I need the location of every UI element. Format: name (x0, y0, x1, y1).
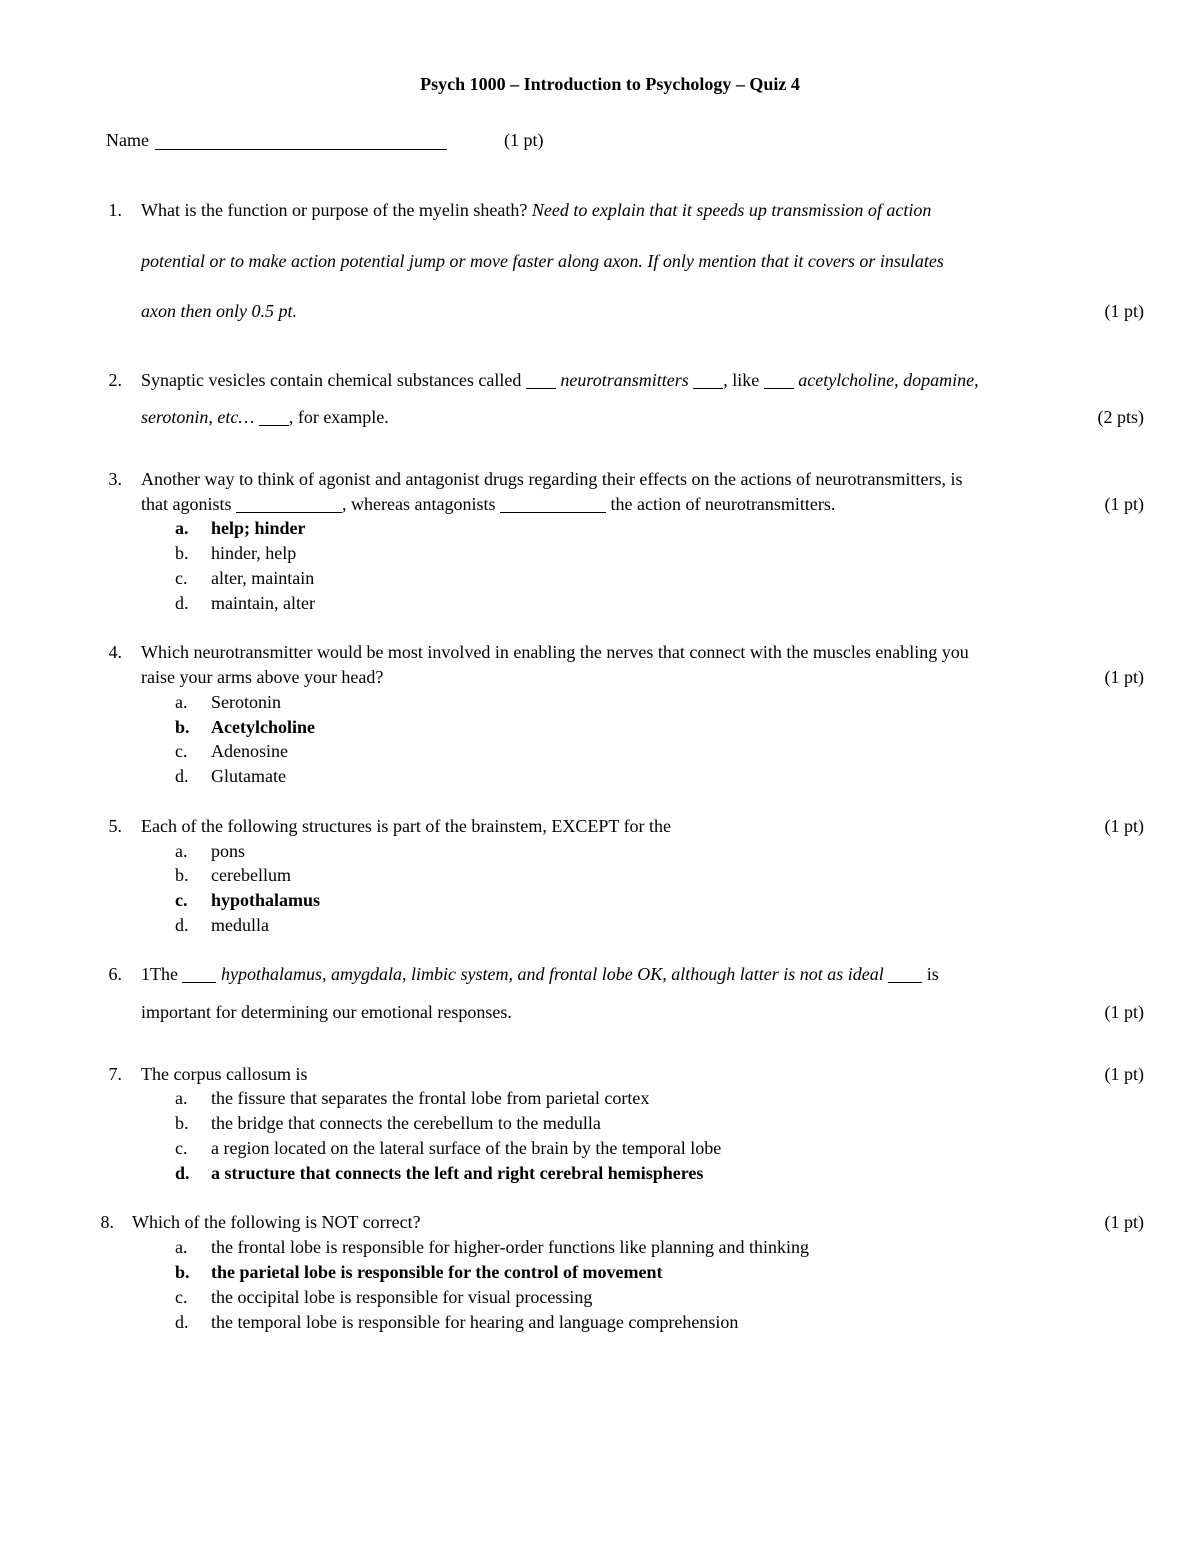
question-2-answer-c: serotonin, etc… (141, 407, 255, 427)
question-1-line-2 (141, 249, 944, 274)
question-1-line-3 (141, 299, 297, 324)
option-letter: c. (175, 890, 188, 910)
option: the bridge that connects the cerebellum to the medulla (211, 1113, 601, 1133)
question-1-prompt: What is the function or purpose of the myelin sheath? (141, 200, 528, 220)
question-6-line-1 (141, 962, 939, 987)
option: hinder, help (211, 543, 297, 563)
question-7-points: (1 pt) (1104, 1064, 1144, 1084)
name-points: (1 pt) (504, 130, 544, 150)
question-2-text-b: , like (723, 370, 760, 390)
question-1-answer-part-3: axon then only 0.5 pt. (141, 301, 297, 321)
option-letter: a. (175, 841, 188, 861)
question-3-line-2 (141, 492, 835, 517)
question-3-points: (1 pt) (1104, 494, 1144, 514)
option-letter: c. (175, 741, 188, 761)
option-letter: c. (175, 1138, 188, 1158)
option: Glutamate (211, 766, 286, 786)
option: Serotonin (211, 692, 281, 712)
question-number: 1. (108, 200, 122, 220)
option-letter: c. (175, 1287, 188, 1307)
option-correct: a structure that connects the left and right cerebral hemispheres (211, 1163, 704, 1183)
option: a region located on the lateral surface of the brain by the temporal lobe (211, 1138, 722, 1158)
question-6-answer: hypothalamus, amygdala, limbic system, and frontal lobe OK, although latter is not as ideal (220, 964, 884, 984)
question-2-line-1 (141, 368, 979, 393)
question-5-line-1: Each of the following structures is part of the brainstem, EXCEPT for the (141, 816, 672, 836)
question-1-answer-part-2: potential or to make action potential jump or move faster along axon. If only mention that it covers or insulates (141, 251, 944, 271)
question-2-points: (2 pts) (1097, 407, 1144, 427)
option-correct: the parietal lobe is responsible for the control of movement (211, 1262, 663, 1282)
question-7-line-1: The corpus callosum is (141, 1064, 308, 1084)
answer-blank (182, 964, 216, 983)
option: the temporal lobe is responsible for hearing and language comprehension (211, 1312, 739, 1332)
option-letter: c. (175, 568, 188, 588)
answer-blank (888, 964, 922, 983)
option-correct: help; hinder (211, 518, 306, 538)
question-6-text-a: 1The (141, 964, 178, 984)
answer-blank (764, 370, 794, 389)
question-2-text-c: , for example. (288, 407, 389, 427)
question-6-line-2: important for determining our emotional responses. (141, 1002, 512, 1022)
option: maintain, alter (211, 593, 315, 613)
question-number: 5. (108, 816, 122, 836)
question-1-points: (1 pt) (1104, 301, 1144, 321)
option-letter: d. (175, 593, 189, 613)
option-letter: d. (175, 1312, 189, 1332)
name-label: Name (106, 130, 149, 150)
question-6-points: (1 pt) (1104, 1002, 1144, 1022)
option: pons (211, 841, 246, 861)
option-letter: a. (175, 1237, 188, 1257)
option-letter: a. (175, 692, 188, 712)
answer-blank (693, 370, 723, 389)
option-letter: a. (175, 1088, 188, 1108)
option-letter: b. (175, 1113, 189, 1133)
question-4-line-1: Which neurotransmitter would be most involved in enabling the nerves that connect with the muscles enabling you (141, 642, 969, 662)
question-2-line-2 (141, 405, 389, 430)
option: the frontal lobe is responsible for higher-order functions like planning and thinking (211, 1237, 809, 1257)
question-number: 3. (108, 469, 122, 489)
question-4-points: (1 pt) (1104, 667, 1144, 687)
question-3-text-b: , whereas antagonists (342, 494, 496, 514)
option: alter, maintain (211, 568, 315, 588)
option-letter: b. (175, 865, 189, 885)
question-3-text-a: that agonists (141, 494, 232, 514)
question-number: 7. (108, 1064, 122, 1084)
question-4-line-2: raise your arms above your head? (141, 667, 384, 687)
answer-blank (526, 370, 556, 389)
option-correct: Acetylcholine (211, 717, 315, 737)
option: cerebellum (211, 865, 291, 885)
answer-blank (259, 407, 289, 426)
question-3-text-c: the action of neurotransmitters. (610, 494, 836, 514)
question-2-answer-a: neurotransmitters (560, 370, 689, 390)
option: the occipital lobe is responsible for visual processing (211, 1287, 593, 1307)
question-number: 2. (108, 370, 122, 390)
answer-blank (236, 494, 342, 513)
question-number: 8. (100, 1212, 114, 1232)
option: the fissure that separates the frontal lobe from parietal cortex (211, 1088, 650, 1108)
question-8-line-1: Which of the following is NOT correct? (132, 1212, 421, 1232)
question-8-points: (1 pt) (1104, 1212, 1144, 1232)
question-2-text-a: Synaptic vesicles contain chemical substances called (141, 370, 522, 390)
option: Adenosine (211, 741, 288, 761)
name-field-row (106, 128, 447, 153)
option-correct: hypothalamus (211, 890, 321, 910)
page-title: Psych 1000 – Introduction to Psychology – Quiz 4 (420, 74, 800, 94)
question-3-line-1: Another way to think of agonist and antagonist drugs regarding their effects on the actions of neurotransmitters, is (141, 469, 963, 489)
name-blank-line[interactable] (155, 129, 447, 150)
question-6-text-b: is (926, 964, 939, 984)
question-1-answer-part-1: Need to explain that it speeds up transmission of action (531, 200, 932, 220)
question-number: 4. (108, 642, 122, 662)
option-letter: d. (175, 915, 189, 935)
option-letter: d. (175, 1163, 190, 1183)
option-letter: b. (175, 1262, 190, 1282)
option-letter: a. (175, 518, 189, 538)
option-letter: b. (175, 543, 189, 563)
answer-blank (500, 494, 606, 513)
question-5-points: (1 pt) (1104, 816, 1144, 836)
option-letter: d. (175, 766, 189, 786)
option-letter: b. (175, 717, 190, 737)
question-2-answer-b: acetylcholine, dopamine, (798, 370, 979, 390)
option: medulla (211, 915, 269, 935)
question-number: 6. (108, 964, 122, 984)
question-1-line-1 (141, 198, 931, 223)
